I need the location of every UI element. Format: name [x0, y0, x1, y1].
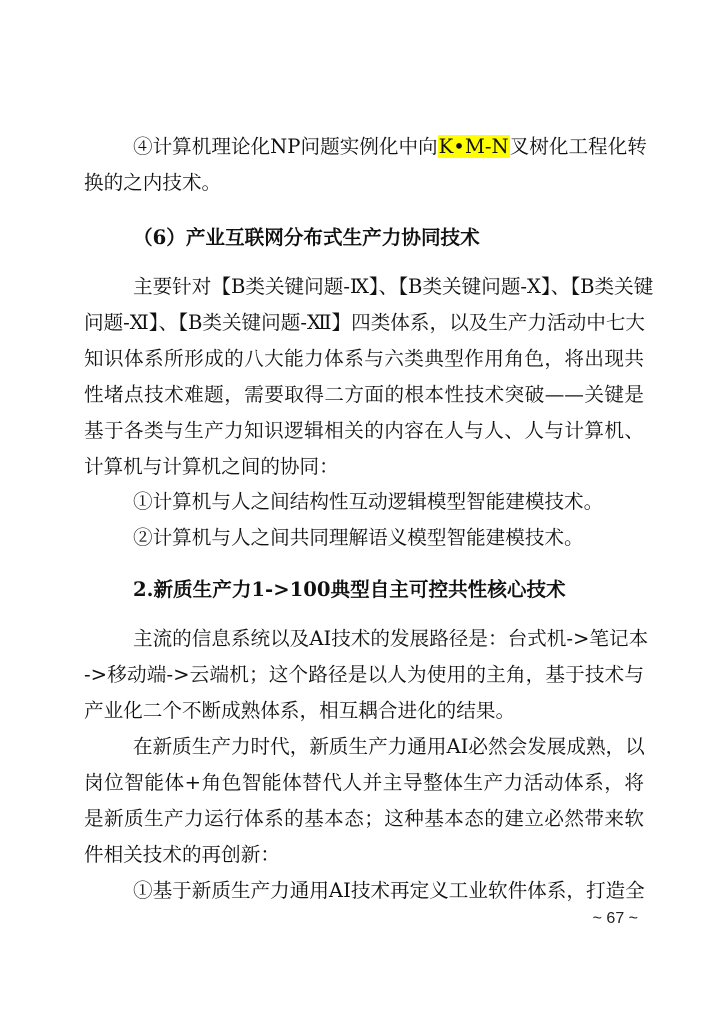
highlighted-text: K•M-N: [438, 135, 509, 158]
paragraph-line: 是新质生产力运行体系的基本态；这种基本态的建立必然带来软: [84, 807, 644, 830]
paragraph-line: 岗位智能体+角色智能体替代人并主导整体生产力活动体系，将: [84, 771, 644, 794]
list-item: ②计算机与人之间共同理解语义模型智能建模技术。: [133, 526, 584, 549]
paragraph-line: 主要针对【B类关键问题-Ⅸ】、【B类关键问题-Ⅹ】、【B类关键: [133, 275, 654, 298]
paragraph-line: 性堵点技术难题，需要取得二方面的根本性技术突破——关键是: [84, 383, 644, 406]
list-item: ①基于新质生产力通用AI技术再定义工业软件体系，打造全: [133, 879, 645, 902]
section-heading-6: （6）产业互联网分布式生产力协同技术: [133, 226, 480, 249]
section-heading-2: 2.新质生产力1->100典型自主可控共性核心技术: [133, 578, 566, 601]
paragraph-line: ->移动端->云端机；这个路径是以人为使用的主角，基于技术与: [84, 663, 644, 686]
paragraph-line: 基于各类与生产力知识逻辑相关的内容在人与人、人与计算机、: [84, 419, 644, 442]
paragraph-line: 件相关技术的再创新：: [84, 843, 280, 866]
paragraph-line: 产业化二个不断成熟体系，相互耦合进化的结果。: [84, 699, 516, 722]
item-4-line-1: ④计算机理论化NP问题实例化中向K•M-N叉树化工程化转: [133, 135, 647, 158]
paragraph-line: 问题-Ⅺ】、【B类关键问题-Ⅻ】四类体系，以及生产力活动中七大: [84, 311, 646, 334]
paragraph-line: 知识体系所形成的八大能力体系与六类典型作用角色，将出现共: [84, 347, 644, 370]
item-4-line-2: 换的之内技术。: [84, 171, 222, 194]
paragraph-line: 计算机与计算机之间的协同：: [84, 455, 339, 478]
page-number: ~ 67 ~: [592, 910, 638, 927]
list-item: ①计算机与人之间结构性互动逻辑模型智能建模技术。: [133, 490, 604, 513]
paragraph-line: 在新质生产力时代，新质生产力通用AI必然会发展成熟，以: [133, 735, 645, 758]
paragraph-line: 主流的信息系统以及AI技术的发展路径是：台式机->笔记本: [133, 627, 649, 650]
